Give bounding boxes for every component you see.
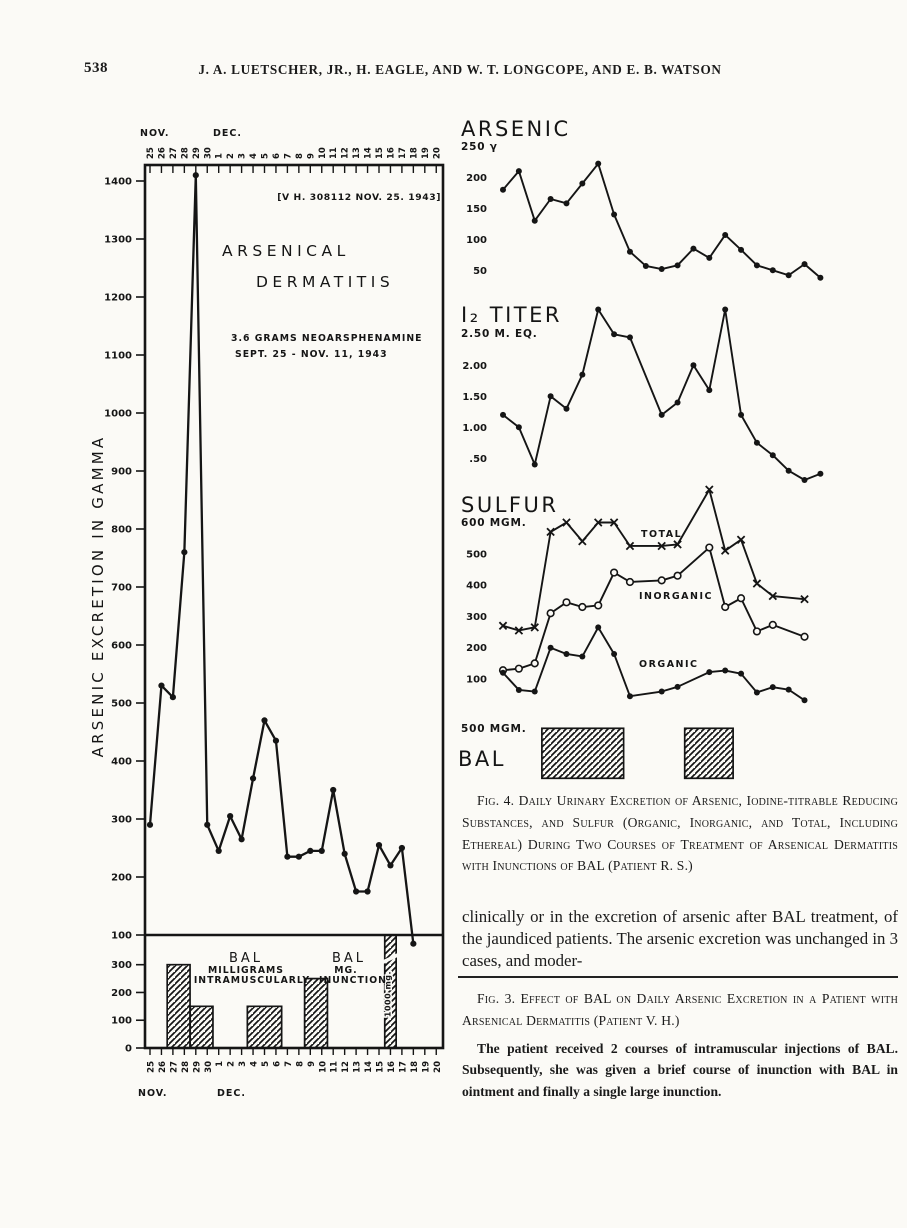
svg-text:800: 800 [111, 524, 132, 536]
svg-text:300: 300 [111, 814, 132, 826]
svg-text:BAL: BAL [458, 747, 506, 771]
svg-text:29: 29 [191, 147, 202, 159]
svg-text:20: 20 [432, 1061, 443, 1073]
svg-text:1: 1 [214, 153, 225, 159]
svg-text:26: 26 [157, 147, 168, 159]
svg-text:30: 30 [203, 147, 214, 159]
svg-text:28: 28 [180, 1061, 191, 1073]
svg-text:BAL: BAL [331, 951, 367, 966]
svg-text:25: 25 [146, 1061, 157, 1073]
svg-text:2: 2 [226, 153, 237, 159]
svg-text:27: 27 [168, 147, 179, 159]
svg-text:300: 300 [111, 960, 132, 972]
svg-text:28: 28 [180, 147, 191, 159]
svg-text:200: 200 [466, 172, 487, 184]
svg-text:2.00: 2.00 [462, 360, 487, 372]
svg-text:700: 700 [111, 582, 132, 594]
svg-text:17: 17 [397, 147, 408, 159]
svg-text:ARSENIC: ARSENIC [461, 117, 571, 141]
svg-text:3.6 GRAMS NEOARSPHENAMINE: 3.6 GRAMS NEOARSPHENAMINE [231, 333, 423, 344]
fig4-charts [455, 108, 905, 786]
page-number: 538 [84, 60, 108, 76]
svg-text:TOTAL: TOTAL [641, 529, 683, 540]
svg-text:6: 6 [271, 153, 282, 159]
svg-text:5: 5 [260, 153, 271, 159]
svg-text:200: 200 [111, 987, 132, 999]
svg-text:15: 15 [375, 147, 385, 159]
svg-text:11: 11 [329, 1061, 340, 1073]
svg-text:900: 900 [111, 466, 132, 478]
svg-text:DEC.: DEC. [213, 128, 242, 139]
svg-text:MG.: MG. [334, 965, 358, 976]
svg-text:18: 18 [409, 147, 420, 159]
fig3-chart [55, 108, 457, 1113]
svg-text:9: 9 [306, 1061, 317, 1067]
svg-text:DERMATITIS: DERMATITIS [256, 273, 395, 291]
svg-text:1000: 1000 [104, 408, 132, 420]
svg-text:500: 500 [466, 549, 487, 561]
svg-text:27: 27 [169, 1061, 180, 1073]
svg-text:2.50 M. EQ.: 2.50 M. EQ. [461, 328, 538, 340]
svg-text:.50: .50 [469, 453, 487, 465]
svg-text:400: 400 [466, 580, 487, 592]
svg-text:200: 200 [466, 643, 487, 655]
svg-text:14: 14 [364, 1061, 375, 1073]
svg-text:4: 4 [249, 153, 260, 159]
svg-text:1000 mg.: 1000 mg. [383, 970, 393, 1018]
svg-text:1.50: 1.50 [462, 391, 487, 403]
svg-text:1100: 1100 [104, 350, 132, 362]
svg-text:500: 500 [111, 698, 132, 710]
svg-text:200: 200 [111, 872, 132, 884]
svg-text:3: 3 [237, 153, 248, 159]
svg-text:20: 20 [432, 147, 443, 159]
svg-text:19: 19 [420, 147, 431, 159]
body-paragraph: clinically or in the excretion of arsenic after BAL treatment, of the jaundiced patients. The arsenic excretion was unchanged in 3 cases, and moder- [462, 907, 898, 971]
svg-text:INTRAMUSCULARLY: INTRAMUSCULARLY [193, 975, 311, 986]
svg-text:29: 29 [192, 1061, 203, 1073]
svg-text:5: 5 [261, 1061, 271, 1067]
svg-text:25: 25 [146, 147, 156, 159]
svg-text:MILLIGRAMS: MILLIGRAMS [208, 965, 284, 976]
svg-text:SEPT. 25 - NOV. 11, 1943: SEPT. 25 - NOV. 11, 1943 [235, 349, 388, 360]
svg-text:17: 17 [398, 1061, 409, 1073]
svg-text:12: 12 [341, 1061, 352, 1073]
svg-text:250 γ: 250 γ [461, 141, 498, 153]
fig3-caption: Fig. 3. Effect of BAL on Daily Arsenic Excretion in a Patient with Arsenical Dermatitis (Patient V. H.) [462, 991, 898, 1028]
svg-text:100: 100 [466, 234, 487, 246]
svg-text:1200: 1200 [104, 292, 132, 304]
svg-text:300: 300 [466, 611, 487, 623]
svg-text:500 MGM.: 500 MGM. [461, 723, 527, 735]
svg-text:ARSENIC EXCRETION IN GAMMA: ARSENIC EXCRETION IN GAMMA [89, 434, 107, 758]
section-divider [458, 976, 898, 978]
svg-text:6: 6 [272, 1061, 283, 1067]
running-head: J. A. LUETSCHER, JR., H. EAGLE, AND W. T. LONGCOPE, AND E. B. WATSON [198, 62, 722, 77]
svg-text:7: 7 [283, 1061, 294, 1067]
svg-text:600: 600 [111, 640, 132, 652]
svg-text:1300: 1300 [104, 234, 132, 246]
svg-text:13: 13 [352, 147, 363, 159]
svg-text:ORGANIC: ORGANIC [639, 659, 699, 670]
svg-text:8: 8 [294, 153, 305, 159]
svg-text:1.00: 1.00 [462, 422, 487, 434]
svg-text:50: 50 [473, 265, 487, 277]
svg-text:600 MGM.: 600 MGM. [461, 517, 527, 529]
svg-text:DEC.: DEC. [217, 1088, 246, 1099]
svg-text:NOV.: NOV. [140, 128, 170, 139]
svg-text:30: 30 [203, 1061, 214, 1073]
svg-text:4: 4 [249, 1061, 260, 1067]
svg-text:INORGANIC: INORGANIC [639, 591, 713, 602]
svg-text:1: 1 [215, 1061, 226, 1067]
svg-text:19: 19 [421, 1061, 432, 1073]
svg-text:1400: 1400 [104, 176, 132, 188]
svg-text:11: 11 [329, 147, 340, 159]
svg-text:[V H. 308112 NOV. 25. 1943]: [V H. 308112 NOV. 25. 1943] [277, 192, 441, 203]
svg-text:2: 2 [226, 1061, 237, 1067]
svg-text:100: 100 [466, 674, 487, 686]
svg-text:BAL: BAL [228, 951, 264, 966]
svg-text:12: 12 [340, 147, 351, 159]
svg-text:26: 26 [157, 1061, 168, 1073]
svg-text:14: 14 [363, 147, 374, 159]
svg-text:SULFUR: SULFUR [461, 493, 559, 517]
svg-text:3: 3 [238, 1061, 249, 1067]
svg-text:10: 10 [317, 147, 328, 159]
svg-text:9: 9 [306, 153, 317, 159]
fig4-caption: Fig. 4. Daily Urinary Excretion of Arsenic, Iodine-titrable Reducing Substances, and Sulfur (Organic, Inorganic, and Total, Including Ethereal) During Two Courses of Treatment of Arsenical Dermatitis with Inunctions of BAL (Patient R. S.) [462, 793, 898, 874]
fig3-note: The patient received 2 courses of intramuscular injections of BAL. Subsequently, she was given a brief course of inunction with BAL in ointment and finally a single large inunction. [462, 1041, 898, 1099]
svg-text:NOV.: NOV. [138, 1088, 168, 1099]
svg-text:16: 16 [386, 1061, 397, 1073]
svg-text:13: 13 [352, 1061, 363, 1073]
svg-text:18: 18 [409, 1061, 420, 1073]
svg-text:400: 400 [111, 756, 132, 768]
svg-text:16: 16 [386, 147, 397, 159]
svg-text:10: 10 [318, 1061, 329, 1073]
svg-text:I₂ TITER: I₂ TITER [461, 303, 562, 327]
svg-text:100: 100 [111, 1015, 132, 1027]
svg-text:INUNCTION: INUNCTION [319, 975, 387, 986]
svg-text:150: 150 [466, 203, 487, 215]
svg-text:7: 7 [283, 153, 294, 159]
svg-text:0: 0 [125, 1043, 132, 1055]
svg-text:ARSENICAL: ARSENICAL [222, 242, 350, 260]
svg-text:8: 8 [295, 1061, 306, 1067]
svg-text:100: 100 [111, 930, 132, 942]
svg-text:15: 15 [375, 1061, 386, 1073]
